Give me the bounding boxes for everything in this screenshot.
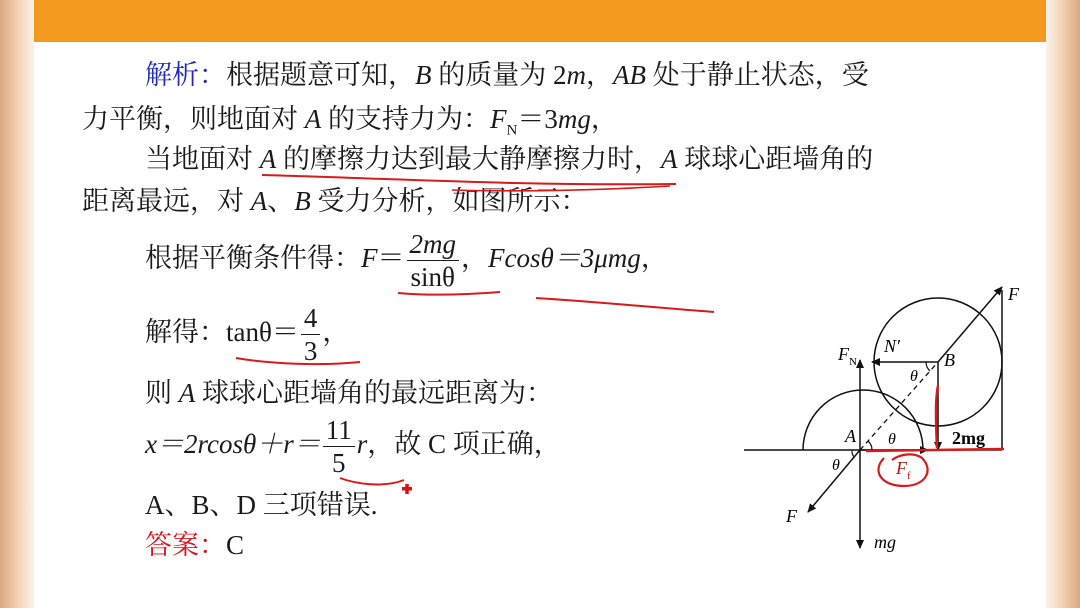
label-mg: mg (874, 532, 896, 552)
equation-line-1: 根据平衡条件得：F＝ $\frac{2mg}{\sin\theta}$ ，Fcosθ＝3μmg， (145, 228, 668, 292)
equation-line-3: x＝2rcosθ＋r＝ $\frac{11}{5}$ r，故 C 项正确， (145, 414, 561, 478)
answer-label: 答案： (145, 530, 226, 560)
label-a: A (845, 426, 856, 446)
answer-value: C (226, 530, 245, 560)
fraction-11-over-5: $\frac{11}{5}$ (323, 417, 355, 477)
angle-arc-b (926, 362, 930, 371)
text-line-7: 则 A 球球心距墙角的最远距离为： (145, 378, 553, 408)
text-line-3: 当地面对 A 的摩擦力达到最大静摩擦力时，A 球球心距墙角的 (145, 144, 874, 174)
fraction-2mg-over-sin: $\frac{2mg}{\sin\theta}$ (407, 231, 460, 291)
label-theta-a2: θ (832, 457, 840, 474)
ball-a (803, 390, 923, 450)
analysis-label: 解析： (145, 60, 226, 90)
angle-arc-a2 (852, 450, 854, 457)
label-n-prime: N′ (884, 336, 900, 356)
fraction-4-over-3: $\frac{4}{3}$ (301, 305, 321, 365)
label-theta-b: θ (910, 368, 918, 385)
label-f-bottom: F (786, 506, 797, 526)
text-line-2: 力平衡，则地面对 A 的支持力为：$F_N=3mg$， (82, 104, 618, 139)
force-diagram (740, 272, 1040, 562)
label-ff: $F_f$ (896, 458, 911, 482)
label-fn: $F_N$ (838, 344, 857, 368)
header-bar (34, 0, 1046, 42)
label-theta-a: θ (888, 431, 896, 448)
text-line-9: A、B、D 三项错误. (145, 490, 378, 520)
label-f-top: F (1008, 284, 1019, 304)
center-line (860, 362, 938, 450)
answer-line (145, 528, 244, 562)
equation-line-2: 解得：tanθ＝ $\frac{4}{3}$ ， (145, 302, 350, 366)
text-line-4: 距离最远，对 A、B 受力分析，如图所示： (82, 186, 588, 216)
label-2mg: 2mg (952, 428, 985, 448)
angle-arc-a (868, 441, 872, 450)
text-line-1: 解析：根据题意可知，B 的质量为 2m，AB 处于静止状态，受 (145, 60, 869, 90)
label-b: B (944, 350, 955, 370)
